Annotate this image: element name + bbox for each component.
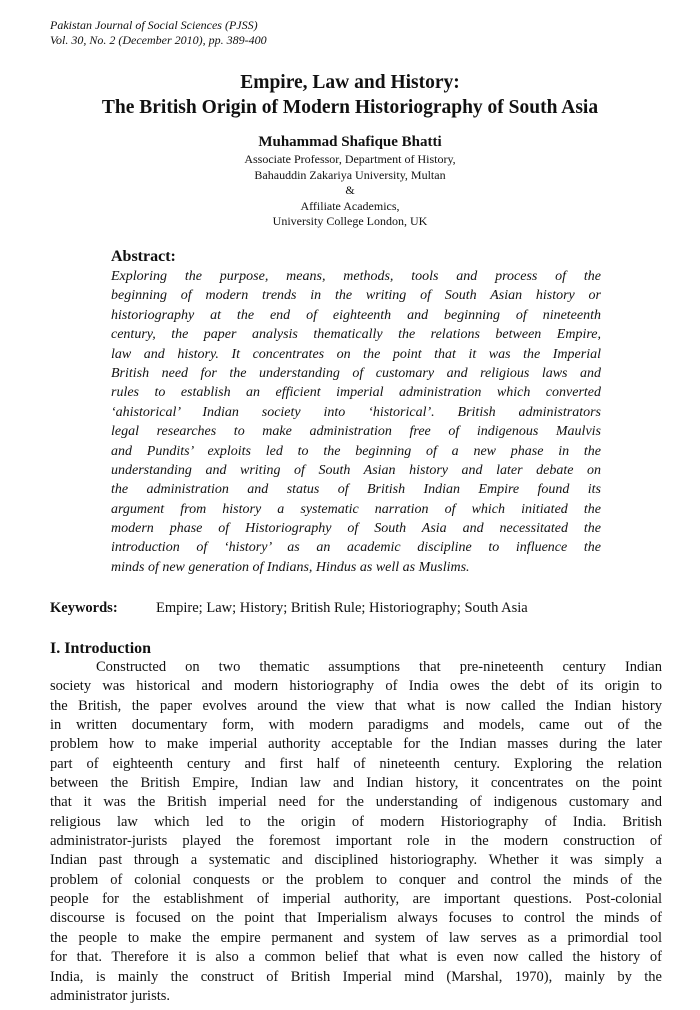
intro-line: in written documentary form, with modern paradigms and models, came out of the xyxy=(50,717,662,734)
title-line-2: The British Origin of Modern Historiography of South Asia xyxy=(101,97,599,118)
intro-line: administrator-jurists played the foremost important role in the modern construction of xyxy=(50,833,662,850)
abstract-line: modern phase of Historiography of South Asia and necessitated the xyxy=(111,521,601,537)
keywords-label: Keywords: xyxy=(50,600,118,616)
abstract-line: century, the paper analysis thematically the relations between Empire, xyxy=(111,327,601,343)
title-line-1: Empire, Law and History: xyxy=(240,72,460,93)
intro-line: society was historical and modern historiography of India owes the debt of its origin to xyxy=(50,678,662,695)
intro-line: Constructed on two thematic assumptions that pre-nineteenth century Indian xyxy=(96,659,662,675)
intro-line: the people to make the empire permanent and system of law serves as a primordial tool xyxy=(50,929,662,946)
intro-line: the British, the paper evolves around the view that what is now called the Indian history xyxy=(50,697,662,714)
journal-citation xyxy=(50,18,267,48)
abstract-line: rules to establish an efficient imperial administration which converted xyxy=(111,385,601,401)
intro-line: problem of colonial conquests or the problem to conquer and control the minds of the xyxy=(50,871,662,888)
affiliation-line: & xyxy=(345,183,355,197)
intro-line: that it was the British imperial need for the understanding of indigenous customary and xyxy=(50,794,662,811)
abstract-line: argument from history a systematic narration of which initiated the xyxy=(111,501,601,517)
abstract-line: law and history. It concentrates on the point that it was the Imperial xyxy=(111,346,601,362)
journal-name: Pakistan Journal of Social Sciences (PJSS) xyxy=(50,18,258,32)
intro-line: India, is mainly the construct of British Imperial mind (Marshal, 1970), mainly by the xyxy=(50,968,662,985)
abstract-line: ‘ahistorical’ Indian society into ‘historical’. British administrators xyxy=(111,404,601,420)
abstract-line: legal researches to make administration free of indigenous Maulvis xyxy=(111,424,601,440)
intro-line: religious law which led to the origin of modern Historiography of India. British xyxy=(50,813,662,830)
intro-line: for that. Therefore it is also a common belief that what is even now called the history of xyxy=(50,949,662,966)
abstract-line: British need for the understanding of customary and religious laws and xyxy=(111,365,601,381)
affiliation-line: University College London, UK xyxy=(272,214,428,228)
abstract-line: the administration and status of British Indian Empire found its xyxy=(111,482,601,498)
keywords-list: Empire; Law; History; British Rule; Historiography; South Asia xyxy=(156,600,528,616)
intro-line: between the British Empire, Indian law and Indian history, it concentrates on the point xyxy=(50,775,662,792)
introduction-heading: I. Introduction xyxy=(50,640,152,657)
abstract-line: minds of new generation of Indians, Hindus as well as Muslims. xyxy=(111,559,470,575)
abstract-heading: Abstract: xyxy=(111,248,176,265)
abstract-body xyxy=(111,267,601,577)
intro-line: Indian past through a systematic and disciplined historiography. Whether it was simply a xyxy=(50,852,662,869)
abstract-line: Exploring the purpose, means, methods, tools and process of the xyxy=(111,269,601,284)
introduction-body xyxy=(50,658,662,1006)
paper-title xyxy=(0,70,700,120)
abstract-line: understanding and writing of South Asian history and later debate on xyxy=(111,462,601,478)
intro-line: administrator jurists. xyxy=(50,987,171,1004)
abstract-line: and Pundits’ exploits led to the beginning of a new phase in the xyxy=(111,443,601,459)
author-name: Muhammad Shafique Bhatti xyxy=(258,134,442,150)
intro-line: people for the establishment of imperial authority, are important questions. Post-colonial xyxy=(50,891,662,908)
intro-line: problem how to make imperial authority acceptable for the Indian masses during the later xyxy=(50,736,662,753)
keywords-row xyxy=(50,598,528,618)
abstract-line: beginning of modern trends in the writing of South Asian history or xyxy=(111,288,601,304)
affiliation-line: Associate Professor, Department of History, xyxy=(244,152,456,166)
intro-line: discourse is focused on the point that Imperialism always focuses to control the minds of xyxy=(50,910,662,927)
abstract-line: historiography at the end of eighteenth and beginning of nineteenth xyxy=(111,307,601,323)
affiliation-line: Bahauddin Zakariya University, Multan xyxy=(254,167,446,182)
abstract-line: introduction of ‘history’ as an academic discipline to influence the xyxy=(111,540,601,556)
author-affiliation xyxy=(0,152,700,230)
journal-volume: Vol. 30, No. 2 (December 2010), pp. 389-400 xyxy=(50,33,267,47)
affiliation-line: Affiliate Academics, xyxy=(300,198,400,213)
intro-line: part of eighteenth century and first half of nineteenth century. Exploring the relation xyxy=(50,755,662,772)
